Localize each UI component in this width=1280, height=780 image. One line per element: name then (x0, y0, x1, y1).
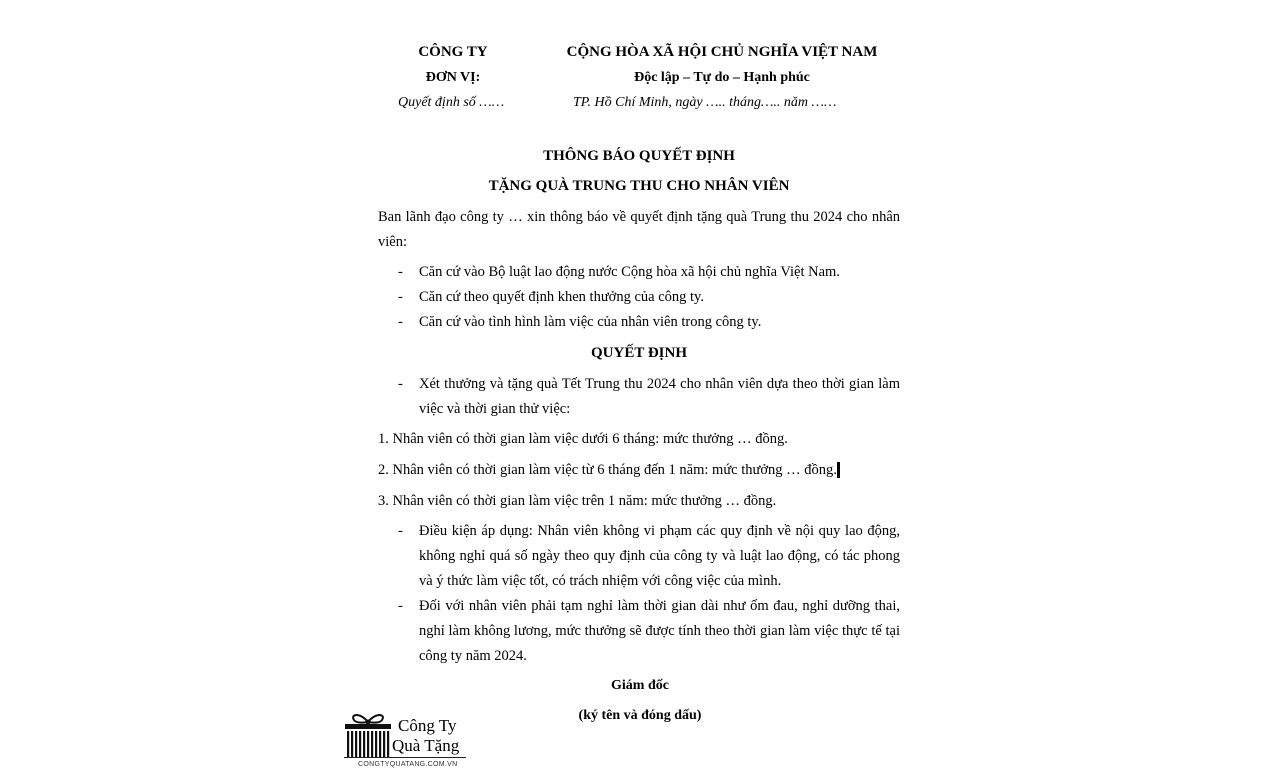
basis-item: Căn cứ vào tình hình làm việc của nhân viên trong công ty. (419, 314, 762, 330)
text-cursor (837, 462, 840, 478)
decision-heading: QUYẾT ĐỊNH (591, 345, 687, 361)
numbered-item: 2. Nhân viên có thời gian làm việc từ 6 tháng đến 1 năm: mức thưởng … đồng. (378, 462, 837, 478)
decision-number: Quyết định số …… (398, 95, 505, 110)
intro-line-2: viên: (378, 234, 407, 250)
bullet-dash: - (398, 376, 403, 392)
numbered-item: 3. Nhân viên có thời gian làm việc trên 1 năm: mức thưởng … đồng. (378, 493, 777, 509)
decision-item-line-2: việc và thời gian thử việc: (419, 401, 571, 417)
watermark-logo (340, 706, 480, 776)
conditions-line-2: không nghỉ quá số ngày theo quy định của công ty và luật lao động, có tác phong (419, 548, 900, 564)
decision-item-line-1: Xét thưởng và tặng quà Tết Trung thu 2024 cho nhân viên dựa theo thời gian làm (419, 376, 900, 392)
bullet-dash: - (398, 314, 403, 330)
watermark-line-2: Quà Tặng (392, 736, 460, 755)
document-title: THÔNG BÁO QUYẾT ĐỊNH (543, 148, 735, 164)
conditions-line-3: và ý thức làm việc tốt, có trách nhiệm với công việc của mình. (419, 573, 782, 589)
bullet-dash: - (398, 264, 403, 280)
conditions-line-1: Điều kiện áp dụng: Nhân viên không vi phạm các quy định về nội quy lao động, (419, 523, 900, 539)
signature-note: (ký tên và đóng dấu) (578, 708, 702, 723)
watermark-line-1: Công Ty (398, 716, 457, 735)
nation-title: CỘNG HÒA XÃ HỘI CHỦ NGHĨA VIỆT NAM (566, 44, 878, 60)
gift-box-icon (342, 708, 394, 760)
company-label: CÔNG TY (418, 44, 488, 60)
bullet-dash: - (398, 523, 403, 539)
leave-line-1: Đối với nhân viên phải tạm nghỉ làm thời gian dài như ốm đau, nghỉ dưỡng thai, (419, 598, 900, 614)
basis-item: Căn cứ theo quyết định khen thưởng của công ty. (419, 289, 704, 305)
basis-item: Căn cứ vào Bộ luật lao động nước Cộng hòa xã hội chủ nghĩa Việt Nam. (419, 264, 840, 280)
bullet-dash: - (398, 598, 403, 614)
leave-line-3: công ty năm 2024. (419, 648, 527, 664)
signature-role: Giám đốc (611, 678, 669, 693)
leave-line-2: nghỉ làm không lương, mức thưởng sẽ được tính theo thời gian làm việc thực tế tại (419, 623, 900, 639)
unit-label: ĐƠN VỊ: (425, 70, 481, 85)
bullet-dash: - (398, 289, 403, 305)
document-subtitle: TẶNG QUÀ TRUNG THU CHO NHÂN VIÊN (488, 178, 790, 194)
intro-line-1: Ban lãnh đạo công ty … xin thông báo về quyết định tặng quà Trung thu 2024 cho nhân (378, 209, 900, 225)
motto: Độc lập – Tự do – Hạnh phúc (634, 70, 810, 85)
place-date: TP. Hồ Chí Minh, ngày ….. tháng….. năm …… (573, 95, 837, 110)
numbered-item: 1. Nhân viên có thời gian làm việc dưới 6 tháng: mức thưởng … đồng. (378, 431, 788, 447)
watermark-divider (344, 757, 466, 758)
watermark-url: CONGTYQUATANG.COM.VN (358, 761, 458, 768)
